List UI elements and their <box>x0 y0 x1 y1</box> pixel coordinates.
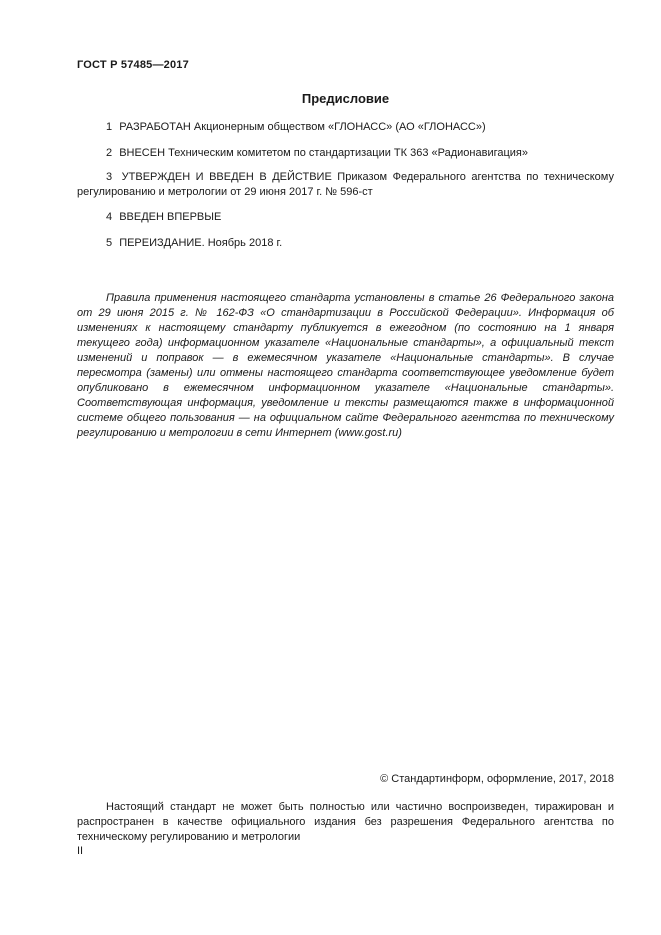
item-number: 3 <box>106 171 113 183</box>
item-text: ВВЕДЕН ВПЕРВЫЕ <box>119 211 222 223</box>
standard-code-header: ГОСТ Р 57485—2017 <box>77 59 189 71</box>
foreword-item-2 <box>77 146 614 161</box>
application-rules-note: Правила применения настоящего стандарта установлены в статье 26 Федерального закона от 29 июня 2015 г. № 162-ФЗ «О стандартизации в Российской Федерации». Информация об изменениях к настоящему стандарту публикуется в ежегодном (по состоянию на 1 января текущего года) информационном указателе «Национальные стандарты», а официальный текст изменений и поправок — в ежемесячном указателе «Национальные стандарты». В случае пересмотра (замены) или отмены настоящего стандарта соответствующее уведомление будет опубликовано в ежемесячном информационном указателе «Национальные стандарты». Соответствующая информация, уведомление и тексты размещаются также в информационной системе общего пользования — на официальном сайте Федерального агентства по техническому регулированию и метрологии в сети Интернет (www.gost.ru) <box>77 292 614 439</box>
item-text: ПЕРЕИЗДАНИЕ. Ноябрь 2018 г. <box>119 237 283 249</box>
page-number: II <box>77 845 84 857</box>
page-title: Предисловие <box>301 91 390 106</box>
foreword-item-4 <box>77 210 614 225</box>
copyright-line: © Стандартинформ, оформление, 2017, 2018 <box>380 773 614 785</box>
item-number: 1 <box>106 121 113 133</box>
item-number: 2 <box>106 147 113 159</box>
foreword-item-5 <box>77 236 614 251</box>
item-text: РАЗРАБОТАН Акционерным обществом «ГЛОНАСС» (АО «ГЛОНАСС») <box>119 121 486 133</box>
item-number: 4 <box>106 211 113 223</box>
item-text: ВНЕСЕН Техническим комитетом по стандартизации ТК 363 «Радионавигация» <box>119 147 528 159</box>
foreword-item-1 <box>77 120 614 135</box>
reproduction-notice: Настоящий стандарт не может быть полностью или частично воспроизведен, тиражирован и распространен в качестве официального издания без разрешения Федерального агентства по техническому регулированию и метрологии <box>77 801 614 843</box>
item-text: УТВЕРЖДЕН И ВВЕДЕН В ДЕЙСТВИЕ Приказом Федерального агентства по техническому регулированию и метрологии от 29 июня 2017 г. № 596-ст <box>77 171 614 198</box>
item-number: 5 <box>106 237 113 249</box>
foreword-item-3 <box>77 170 614 200</box>
